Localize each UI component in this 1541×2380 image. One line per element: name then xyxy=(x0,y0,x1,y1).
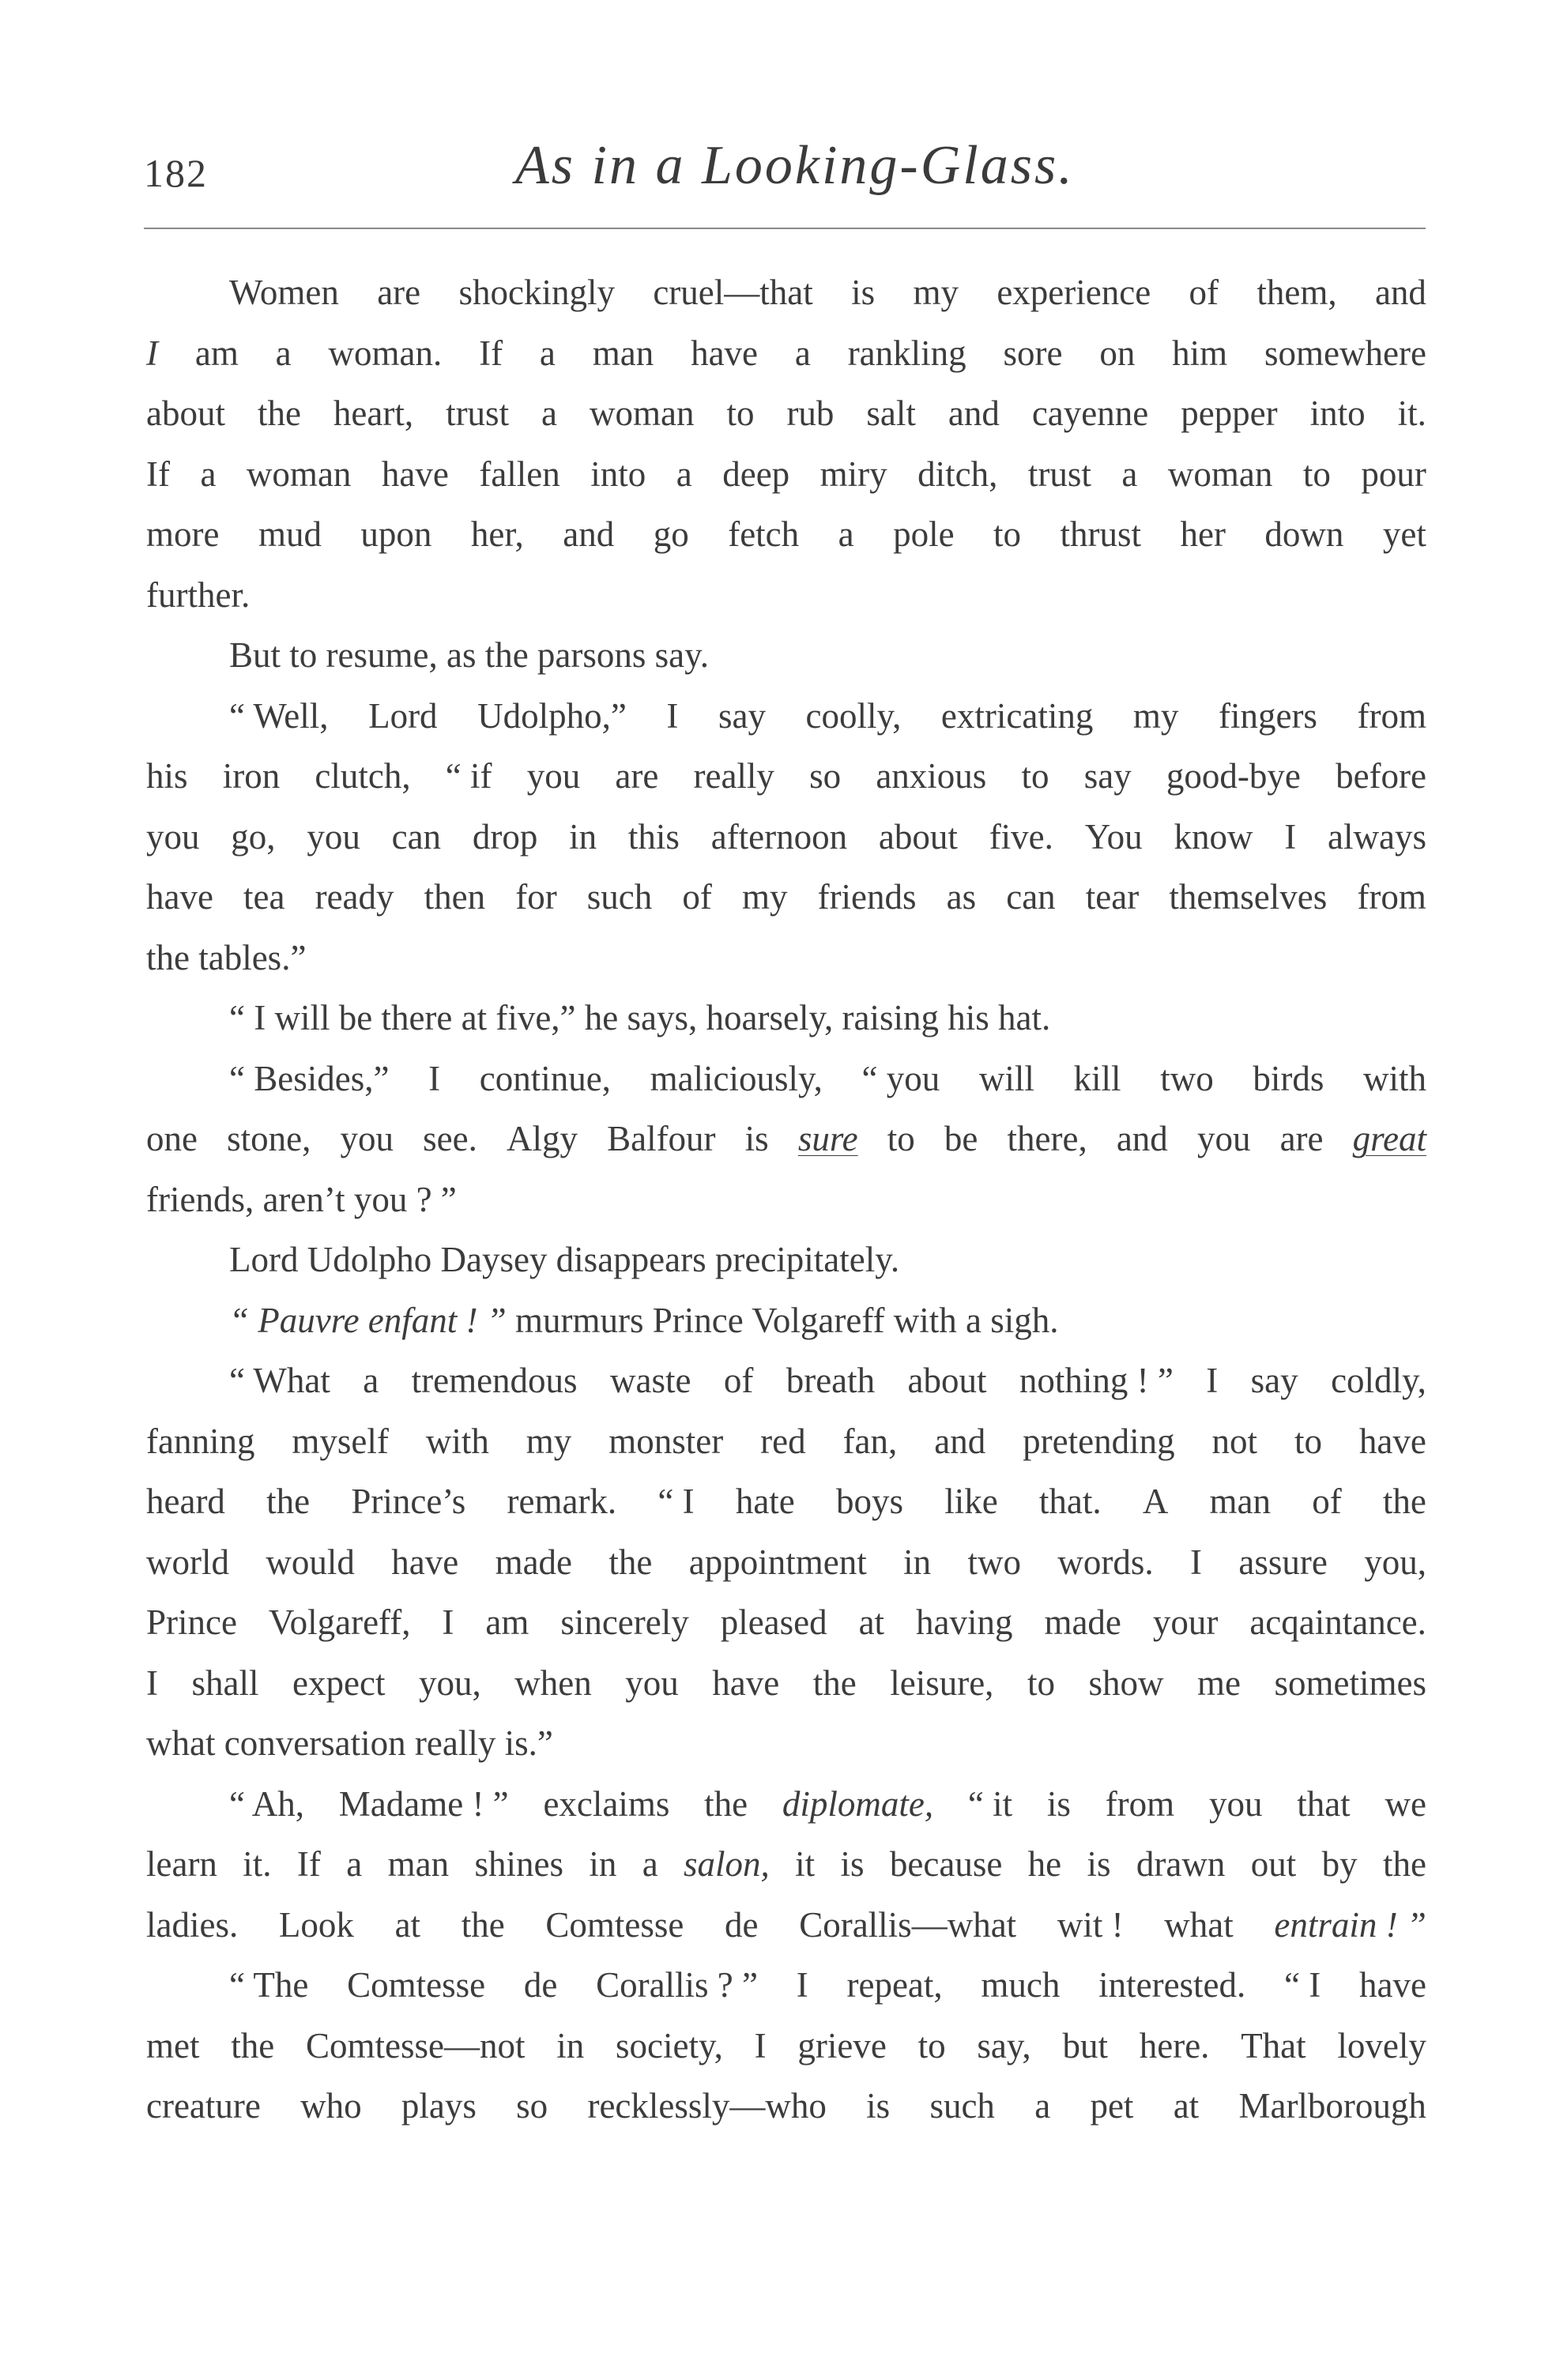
text-line: about the heart, trust a woman to rub salt and cayenne pepper into it. xyxy=(146,394,1426,433)
text-line: I shall expect you, when you have the leisure, to show me sometimes xyxy=(146,1663,1426,1703)
text-line: “ I will be there at five,” he says, hoarsely, raising his hat. xyxy=(229,998,1051,1037)
text-line: more mud upon her, and go fetch a pole to thrust her down yet xyxy=(146,514,1426,554)
header-rule xyxy=(144,228,1426,229)
text-line: “ Ah, Madame ! ” exclaims the diplomate, “ it is from you that we xyxy=(229,1783,1426,1824)
text-line: one stone, you see. Algy Balfour is sure to be there, and you are great xyxy=(146,1119,1426,1158)
text-line: ladies. Look at the Comtesse de Corallis—what wit ! what entrain ! ” xyxy=(146,1904,1426,1945)
text-line: “ The Comtesse de Corallis ? ” I repeat, much interested. “ I have xyxy=(229,1965,1426,2005)
text-line: I am a woman. If a man have a rankling sore on him somewhere xyxy=(146,333,1426,373)
text-line: “ Pauvre enfant ! ” murmurs Prince Volgareff with a sigh. xyxy=(229,1300,1059,1340)
text-line: the tables.” xyxy=(146,937,307,977)
text-line: Lord Udolpho Daysey disappears precipitately. xyxy=(229,1240,900,1279)
body-text xyxy=(146,262,1426,2137)
text-line: Women are shockingly cruel—that is my experience of them, and xyxy=(229,273,1426,312)
text-line: But to resume, as the parsons say. xyxy=(229,635,709,675)
text-line: If a woman have fallen into a deep miry ditch, trust a woman to pour xyxy=(146,454,1426,494)
text-line: “ Well, Lord Udolpho,” I say coolly, extricating my fingers from xyxy=(229,695,1426,736)
text-line: heard the Prince’s remark. “ I hate boys like that. A man of the xyxy=(146,1482,1426,1521)
text-line: creature who plays so recklessly—who is such a pet at Marlborough xyxy=(146,2086,1426,2126)
text-line: what conversation really is.” xyxy=(146,1723,553,1763)
page-header xyxy=(144,126,1426,213)
text-line: fanning myself with my monster red fan, and pretending not to have xyxy=(146,1421,1426,1461)
text-line: further. xyxy=(146,574,251,615)
text-line: met the Comtesse—not in society, I grieve to say, but here. That lovely xyxy=(146,2025,1426,2066)
page-number: 182 xyxy=(144,151,208,195)
text-line: world would have made the appointment in two words. I assure you, xyxy=(146,1542,1426,1582)
text-line: have tea ready then for such of my friends as can tear themselves from xyxy=(146,877,1426,917)
text-line: “ Besides,” I continue, maliciously, “ you will kill two birds with xyxy=(229,1058,1426,1098)
text-line: Prince Volgareff, I am sincerely pleased at having made your acqaintance. xyxy=(146,1602,1426,1642)
text-line: his iron clutch, “ if you are really so anxious to say good-bye before xyxy=(146,756,1426,796)
running-title: As in a Looking-Glass. xyxy=(515,135,1075,196)
text-line: friends, aren’t you ? ” xyxy=(146,1179,457,1219)
text-line: you go, you can drop in this afternoon about five. You know I always xyxy=(146,816,1426,857)
text-line: “ What a tremendous waste of breath about nothing ! ” I say coldly, xyxy=(229,1361,1426,1400)
text-line: learn it. If a man shines in a salon, it is because he is drawn out by the xyxy=(146,1844,1426,1884)
